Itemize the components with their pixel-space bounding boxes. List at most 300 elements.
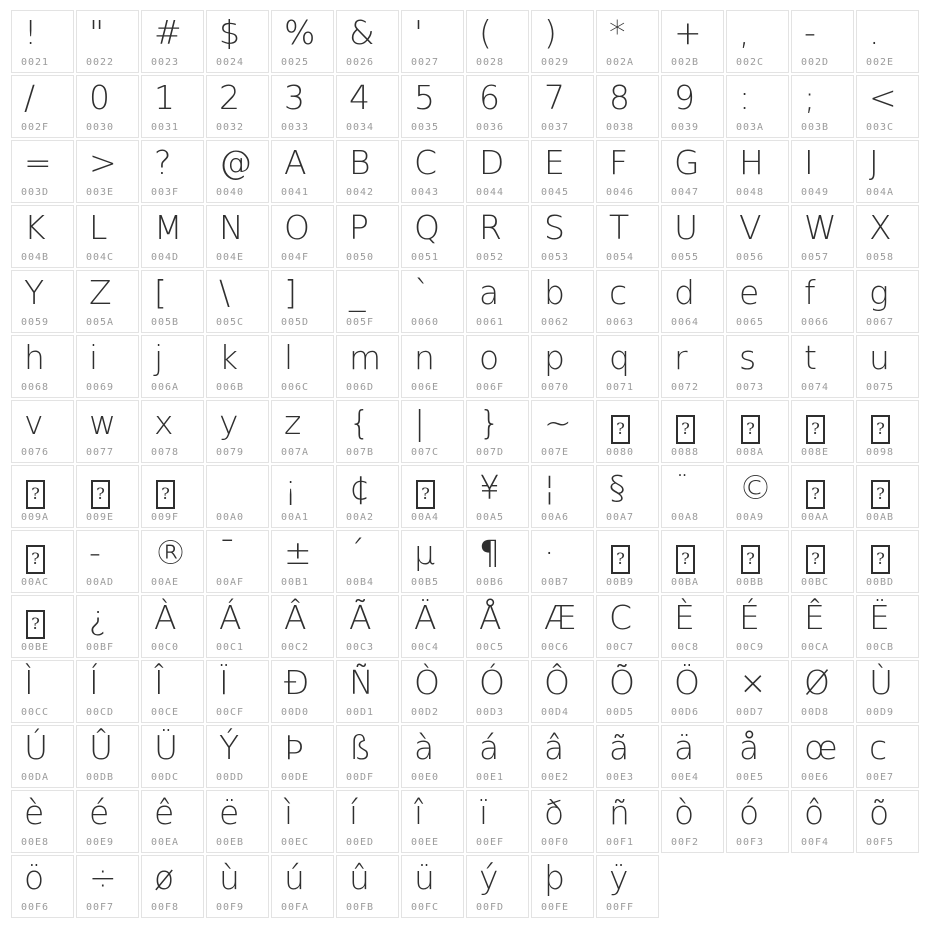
glyph-character: ' bbox=[414, 13, 424, 52]
unicode-code-label: 006C bbox=[281, 382, 310, 393]
glyph-character: C bbox=[414, 143, 438, 182]
glyph-cell bbox=[466, 465, 529, 528]
glyph-cell bbox=[856, 205, 919, 268]
glyph-cell bbox=[856, 335, 919, 398]
glyph-character bbox=[792, 466, 853, 509]
glyph-cell bbox=[141, 465, 204, 528]
unicode-code-label: 0036 bbox=[476, 122, 505, 133]
glyph-cell bbox=[336, 400, 399, 463]
glyph-cell bbox=[791, 400, 854, 463]
unicode-code-label: 00EF bbox=[476, 837, 505, 848]
glyph-cell bbox=[596, 75, 659, 138]
glyph-cell bbox=[466, 725, 529, 788]
unicode-code-label: 00CB bbox=[866, 642, 895, 653]
glyph-cell bbox=[856, 75, 919, 138]
unicode-code-label: 0033 bbox=[281, 122, 310, 133]
glyph-character: Æ bbox=[544, 598, 577, 637]
glyph-cell bbox=[661, 205, 724, 268]
unicode-code-label: 0065 bbox=[736, 317, 765, 328]
unicode-code-label: 002D bbox=[801, 57, 830, 68]
glyph-character bbox=[597, 401, 658, 444]
unicode-code-label: 00D3 bbox=[476, 707, 505, 718]
glyph-cell bbox=[206, 660, 269, 723]
glyph-cell bbox=[11, 400, 74, 463]
glyph-character: 9 bbox=[674, 78, 695, 117]
glyph-character: \ bbox=[219, 273, 231, 312]
glyph-character: ë bbox=[219, 793, 240, 832]
unicode-code-label: 0053 bbox=[541, 252, 570, 263]
glyph-cell bbox=[791, 10, 854, 73]
glyph-character: V bbox=[739, 208, 762, 247]
glyph-cell bbox=[206, 270, 269, 333]
glyph-cell bbox=[661, 270, 724, 333]
unicode-code-label: 0078 bbox=[151, 447, 180, 458]
glyph-cell bbox=[271, 855, 334, 918]
glyph-cell bbox=[596, 270, 659, 333]
glyph-character: ê bbox=[154, 793, 175, 832]
unicode-code-label: 0050 bbox=[346, 252, 375, 263]
glyph-cell bbox=[466, 660, 529, 723]
unicode-code-label: 0059 bbox=[21, 317, 50, 328]
glyph-character: h bbox=[24, 338, 45, 377]
glyph-cell bbox=[401, 855, 464, 918]
unicode-code-label: 009E bbox=[86, 512, 115, 523]
unicode-code-label: 002A bbox=[606, 57, 635, 68]
glyph-character: Í bbox=[89, 663, 99, 702]
glyph-character: / bbox=[24, 78, 36, 117]
unicode-code-label: 00BF bbox=[86, 642, 115, 653]
glyph-cell bbox=[466, 790, 529, 853]
glyph-character: | bbox=[414, 403, 426, 442]
glyph-cell bbox=[141, 140, 204, 203]
unicode-code-label: 00DF bbox=[346, 772, 375, 783]
glyph-character: Q bbox=[414, 208, 440, 247]
glyph-cell bbox=[791, 725, 854, 788]
unicode-code-label: 0047 bbox=[671, 187, 700, 198]
glyph-cell bbox=[401, 725, 464, 788]
unicode-code-label: 00E3 bbox=[606, 772, 635, 783]
glyph-cell bbox=[856, 10, 919, 73]
glyph-character: ÿ bbox=[609, 858, 629, 897]
unicode-code-label: 0043 bbox=[411, 187, 440, 198]
glyph-cell bbox=[791, 790, 854, 853]
glyph-character: Y bbox=[24, 273, 45, 312]
glyph-character: Å bbox=[479, 598, 502, 637]
glyph-cell bbox=[141, 270, 204, 333]
glyph-cell bbox=[401, 10, 464, 73]
unicode-code-label: 004A bbox=[866, 187, 895, 198]
glyph-cell bbox=[531, 75, 594, 138]
glyph-character: â bbox=[544, 728, 565, 767]
glyph-cell bbox=[336, 10, 399, 73]
glyph-cell bbox=[11, 595, 74, 658]
unicode-code-label: 0031 bbox=[151, 122, 180, 133]
glyph-character: Ã bbox=[349, 598, 372, 637]
glyph-character: M bbox=[154, 208, 183, 247]
unicode-code-label: 0046 bbox=[606, 187, 635, 198]
unicode-code-label: 00D1 bbox=[346, 707, 375, 718]
unicode-code-label: 007E bbox=[541, 447, 570, 458]
glyph-cell bbox=[206, 400, 269, 463]
unicode-code-label: 0075 bbox=[866, 382, 895, 393]
glyph-character: d bbox=[674, 273, 695, 312]
unicode-code-label: 0060 bbox=[411, 317, 440, 328]
glyph-cell bbox=[206, 725, 269, 788]
unicode-code-label: 00F0 bbox=[541, 837, 570, 848]
unicode-code-label: 00FD bbox=[476, 902, 505, 913]
unicode-code-label: 00C8 bbox=[671, 642, 700, 653]
glyph-character: õ bbox=[869, 793, 890, 832]
glyph-cell bbox=[76, 465, 139, 528]
unicode-code-label: 00BA bbox=[671, 577, 700, 588]
unicode-code-label: 00CA bbox=[801, 642, 830, 653]
unicode-code-label: 00B9 bbox=[606, 577, 635, 588]
glyph-character: ô bbox=[804, 793, 825, 832]
glyph-character: ý bbox=[479, 858, 499, 897]
glyph-cell bbox=[271, 335, 334, 398]
glyph-character bbox=[662, 531, 723, 574]
glyph-character: v bbox=[24, 403, 44, 442]
glyph-cell bbox=[466, 270, 529, 333]
glyph-cell bbox=[271, 75, 334, 138]
unicode-code-label: 0052 bbox=[476, 252, 505, 263]
glyph-character: [ bbox=[154, 273, 167, 312]
unicode-code-label: 00F9 bbox=[216, 902, 245, 913]
glyph-cell bbox=[466, 595, 529, 658]
unicode-code-label: 00ED bbox=[346, 837, 375, 848]
glyph-character: µ bbox=[414, 533, 435, 572]
glyph-character: 0 bbox=[89, 78, 110, 117]
glyph-character bbox=[12, 466, 73, 509]
glyph-character: 4 bbox=[349, 78, 370, 117]
unicode-code-label: 00EC bbox=[281, 837, 310, 848]
unicode-code-label: 00F7 bbox=[86, 902, 115, 913]
glyph-character: 6 bbox=[479, 78, 500, 117]
unicode-code-label: 0080 bbox=[606, 447, 635, 458]
glyph-cell bbox=[596, 660, 659, 723]
glyph-cell bbox=[466, 530, 529, 593]
unicode-code-label: 00E2 bbox=[541, 772, 570, 783]
glyph-cell bbox=[271, 530, 334, 593]
unicode-code-label: 0022 bbox=[86, 57, 115, 68]
glyph-cell bbox=[401, 140, 464, 203]
glyph-cell bbox=[11, 10, 74, 73]
glyph-cell bbox=[141, 335, 204, 398]
glyph-character: ¡ bbox=[284, 468, 298, 507]
unicode-code-label: 007B bbox=[346, 447, 375, 458]
glyph-cell bbox=[206, 335, 269, 398]
glyph-cell bbox=[661, 790, 724, 853]
glyph-character: * bbox=[609, 13, 626, 52]
glyph-character: Ô bbox=[544, 663, 570, 702]
unicode-code-label: 009A bbox=[21, 512, 50, 523]
unicode-code-label: 00A7 bbox=[606, 512, 635, 523]
glyph-character: t bbox=[804, 338, 817, 377]
glyph-character bbox=[857, 531, 918, 574]
glyph-character: Â bbox=[284, 598, 307, 637]
glyph-character: Î bbox=[154, 663, 164, 702]
unicode-code-label: 00DD bbox=[216, 772, 245, 783]
unicode-code-label: 00A8 bbox=[671, 512, 700, 523]
glyph-character: Ü bbox=[154, 728, 179, 767]
unicode-code-label: 00A9 bbox=[736, 512, 765, 523]
glyph-character bbox=[77, 466, 138, 509]
glyph-character: ä bbox=[674, 728, 695, 767]
unicode-code-label: 0079 bbox=[216, 447, 245, 458]
glyph-character: r bbox=[674, 338, 688, 377]
glyph-character: å bbox=[739, 728, 760, 767]
unicode-code-label: 0064 bbox=[671, 317, 700, 328]
glyph-cell bbox=[856, 725, 919, 788]
glyph-character: ð bbox=[544, 793, 565, 832]
glyph-cell bbox=[856, 400, 919, 463]
glyph-character: u bbox=[869, 338, 890, 377]
glyph-cell bbox=[856, 660, 919, 723]
glyph-cell bbox=[141, 400, 204, 463]
glyph-character: B bbox=[349, 143, 371, 182]
unicode-code-label: 00CD bbox=[86, 707, 115, 718]
glyph-character: n bbox=[414, 338, 435, 377]
unicode-code-label: 00C0 bbox=[151, 642, 180, 653]
unicode-code-label: 0040 bbox=[216, 187, 245, 198]
glyph-cell bbox=[76, 400, 139, 463]
glyph-character: Ê bbox=[804, 598, 825, 637]
unicode-code-label: 0029 bbox=[541, 57, 570, 68]
unicode-code-label: 00D7 bbox=[736, 707, 765, 718]
unicode-code-label: 00A2 bbox=[346, 512, 375, 523]
glyph-character: J bbox=[869, 143, 879, 182]
glyph-cell bbox=[466, 140, 529, 203]
glyph-cell bbox=[271, 205, 334, 268]
glyph-cell bbox=[336, 530, 399, 593]
glyph-cell bbox=[336, 660, 399, 723]
missing-glyph-box: ? bbox=[871, 480, 890, 509]
unicode-code-label: 008E bbox=[801, 447, 830, 458]
unicode-code-label: 003C bbox=[866, 122, 895, 133]
glyph-character: È bbox=[674, 598, 695, 637]
glyph-character: Ö bbox=[674, 663, 700, 702]
glyph-cell bbox=[336, 465, 399, 528]
glyph-character: { bbox=[349, 403, 370, 442]
glyph-character: î bbox=[414, 793, 424, 832]
unicode-code-label: 002B bbox=[671, 57, 700, 68]
glyph-cell bbox=[336, 595, 399, 658]
glyph-character: - bbox=[804, 13, 816, 52]
glyph-character: í bbox=[349, 793, 359, 832]
glyph-character: ¢ bbox=[349, 468, 370, 507]
glyph-character: · bbox=[544, 533, 555, 572]
glyph-cell bbox=[661, 335, 724, 398]
glyph-character: ? bbox=[154, 143, 172, 182]
unicode-code-label: 00FA bbox=[281, 902, 310, 913]
glyph-character: Ë bbox=[869, 598, 890, 637]
glyph-cell bbox=[531, 660, 594, 723]
glyph-character: ò bbox=[674, 793, 695, 832]
glyph-cell bbox=[271, 595, 334, 658]
glyph-cell bbox=[271, 400, 334, 463]
glyph-cell bbox=[336, 855, 399, 918]
glyph-character bbox=[792, 531, 853, 574]
glyph-cell bbox=[856, 790, 919, 853]
unicode-code-label: 00E8 bbox=[21, 837, 50, 848]
glyph-cell bbox=[856, 465, 919, 528]
missing-glyph-box: ? bbox=[611, 415, 630, 444]
unicode-code-label: 0044 bbox=[476, 187, 505, 198]
glyph-character: ö bbox=[24, 858, 45, 897]
glyph-cell bbox=[726, 400, 789, 463]
unicode-code-label: 0030 bbox=[86, 122, 115, 133]
unicode-code-label: 0058 bbox=[866, 252, 895, 263]
missing-glyph-box: ? bbox=[871, 545, 890, 574]
unicode-code-label: 0023 bbox=[151, 57, 180, 68]
glyph-character: ! bbox=[24, 13, 38, 52]
glyph-character: û bbox=[349, 858, 370, 897]
glyph-character: ¦ bbox=[544, 468, 556, 507]
unicode-code-label: 0071 bbox=[606, 382, 635, 393]
glyph-character: Ø bbox=[804, 663, 830, 702]
glyph-character: 1 bbox=[154, 78, 175, 117]
unicode-code-label: 00AA bbox=[801, 512, 830, 523]
glyph-character: 8 bbox=[609, 78, 630, 117]
unicode-code-label: 00F4 bbox=[801, 837, 830, 848]
glyph-cell bbox=[336, 335, 399, 398]
missing-glyph-box: ? bbox=[156, 480, 175, 509]
glyph-character: ) bbox=[544, 13, 557, 52]
unicode-code-label: 0032 bbox=[216, 122, 245, 133]
unicode-code-label: 00B1 bbox=[281, 577, 310, 588]
glyph-cell bbox=[11, 790, 74, 853]
glyph-cell bbox=[401, 660, 464, 723]
glyph-cell bbox=[76, 270, 139, 333]
unicode-code-label: 00F8 bbox=[151, 902, 180, 913]
unicode-code-label: 002E bbox=[866, 57, 895, 68]
glyph-character: ~ bbox=[544, 403, 572, 442]
glyph-cell bbox=[11, 530, 74, 593]
unicode-code-label: 007D bbox=[476, 447, 505, 458]
glyph-character bbox=[597, 531, 658, 574]
glyph-character: ¥ bbox=[479, 468, 500, 507]
glyph-cell bbox=[401, 400, 464, 463]
glyph-character: ø bbox=[154, 858, 175, 897]
unicode-code-label: 00B4 bbox=[346, 577, 375, 588]
glyph-cell bbox=[661, 530, 724, 593]
glyph-character: á bbox=[479, 728, 500, 767]
glyph-character: @ bbox=[219, 143, 252, 182]
glyph-cell bbox=[141, 725, 204, 788]
unicode-code-label: 003A bbox=[736, 122, 765, 133]
glyph-cell bbox=[206, 530, 269, 593]
glyph-cell bbox=[336, 205, 399, 268]
glyph-character: R bbox=[479, 208, 502, 247]
unicode-code-label: 0073 bbox=[736, 382, 765, 393]
unicode-code-label: 005B bbox=[151, 317, 180, 328]
unicode-code-label: 00A5 bbox=[476, 512, 505, 523]
glyph-character: ± bbox=[284, 533, 312, 572]
glyph-character bbox=[727, 531, 788, 574]
glyph-cell bbox=[466, 10, 529, 73]
unicode-code-label: 00CE bbox=[151, 707, 180, 718]
glyph-character: § bbox=[609, 468, 626, 507]
glyph-cell bbox=[661, 725, 724, 788]
glyph-cell bbox=[661, 660, 724, 723]
unicode-code-label: 00CC bbox=[21, 707, 50, 718]
glyph-cell bbox=[11, 725, 74, 788]
glyph-cell bbox=[596, 725, 659, 788]
unicode-code-label: 00C6 bbox=[541, 642, 570, 653]
unicode-code-label: 0054 bbox=[606, 252, 635, 263]
glyph-character: ¿ bbox=[89, 598, 107, 637]
glyph-character bbox=[142, 466, 203, 509]
unicode-code-label: 00BB bbox=[736, 577, 765, 588]
glyph-cell bbox=[791, 660, 854, 723]
glyph-character: w bbox=[89, 403, 116, 442]
unicode-code-label: 004C bbox=[86, 252, 115, 263]
glyph-cell bbox=[76, 855, 139, 918]
glyph-character: } bbox=[479, 403, 500, 442]
glyph-character: - bbox=[89, 533, 101, 572]
glyph-character: Á bbox=[219, 598, 242, 637]
glyph-cell bbox=[141, 10, 204, 73]
glyph-cell bbox=[466, 75, 529, 138]
glyph-character: Ä bbox=[414, 598, 437, 637]
glyph-character: o bbox=[479, 338, 500, 377]
unicode-code-label: 006F bbox=[476, 382, 505, 393]
glyph-cell bbox=[531, 465, 594, 528]
unicode-code-label: 0024 bbox=[216, 57, 245, 68]
unicode-code-label: 00D0 bbox=[281, 707, 310, 718]
glyph-cell bbox=[531, 270, 594, 333]
glyph-character: c bbox=[869, 728, 888, 767]
unicode-code-label: 00C7 bbox=[606, 642, 635, 653]
unicode-code-label: 007A bbox=[281, 447, 310, 458]
glyph-cell bbox=[336, 790, 399, 853]
glyph-character: & bbox=[349, 13, 375, 52]
unicode-code-label: 002F bbox=[21, 122, 50, 133]
unicode-code-label: 00B6 bbox=[476, 577, 505, 588]
unicode-code-label: 0070 bbox=[541, 382, 570, 393]
missing-glyph-box: ? bbox=[91, 480, 110, 509]
missing-glyph-box: ? bbox=[676, 545, 695, 574]
glyph-cell bbox=[11, 270, 74, 333]
glyph-character: ü bbox=[414, 858, 435, 897]
unicode-code-label: 00CF bbox=[216, 707, 245, 718]
glyph-cell bbox=[596, 530, 659, 593]
unicode-code-label: 00B7 bbox=[541, 577, 570, 588]
unicode-code-label: 0055 bbox=[671, 252, 700, 263]
glyph-character: C bbox=[609, 598, 633, 637]
unicode-code-label: 0048 bbox=[736, 187, 765, 198]
glyph-cell bbox=[141, 205, 204, 268]
glyph-cell bbox=[401, 465, 464, 528]
glyph-cell bbox=[11, 140, 74, 203]
unicode-code-label: 006A bbox=[151, 382, 180, 393]
unicode-code-label: 0062 bbox=[541, 317, 570, 328]
unicode-code-label: 003F bbox=[151, 187, 180, 198]
glyph-cell bbox=[856, 530, 919, 593]
unicode-code-label: 0051 bbox=[411, 252, 440, 263]
glyph-cell bbox=[791, 465, 854, 528]
glyph-character: ú bbox=[284, 858, 305, 897]
glyph-cell bbox=[206, 10, 269, 73]
missing-glyph-box: ? bbox=[26, 480, 45, 509]
glyph-character: Ú bbox=[24, 728, 49, 767]
glyph-cell bbox=[596, 205, 659, 268]
glyph-character: ( bbox=[479, 13, 492, 52]
glyph-cell bbox=[596, 335, 659, 398]
glyph-character: N bbox=[219, 208, 244, 247]
glyph-cell bbox=[791, 270, 854, 333]
unicode-code-label: 00AE bbox=[151, 577, 180, 588]
